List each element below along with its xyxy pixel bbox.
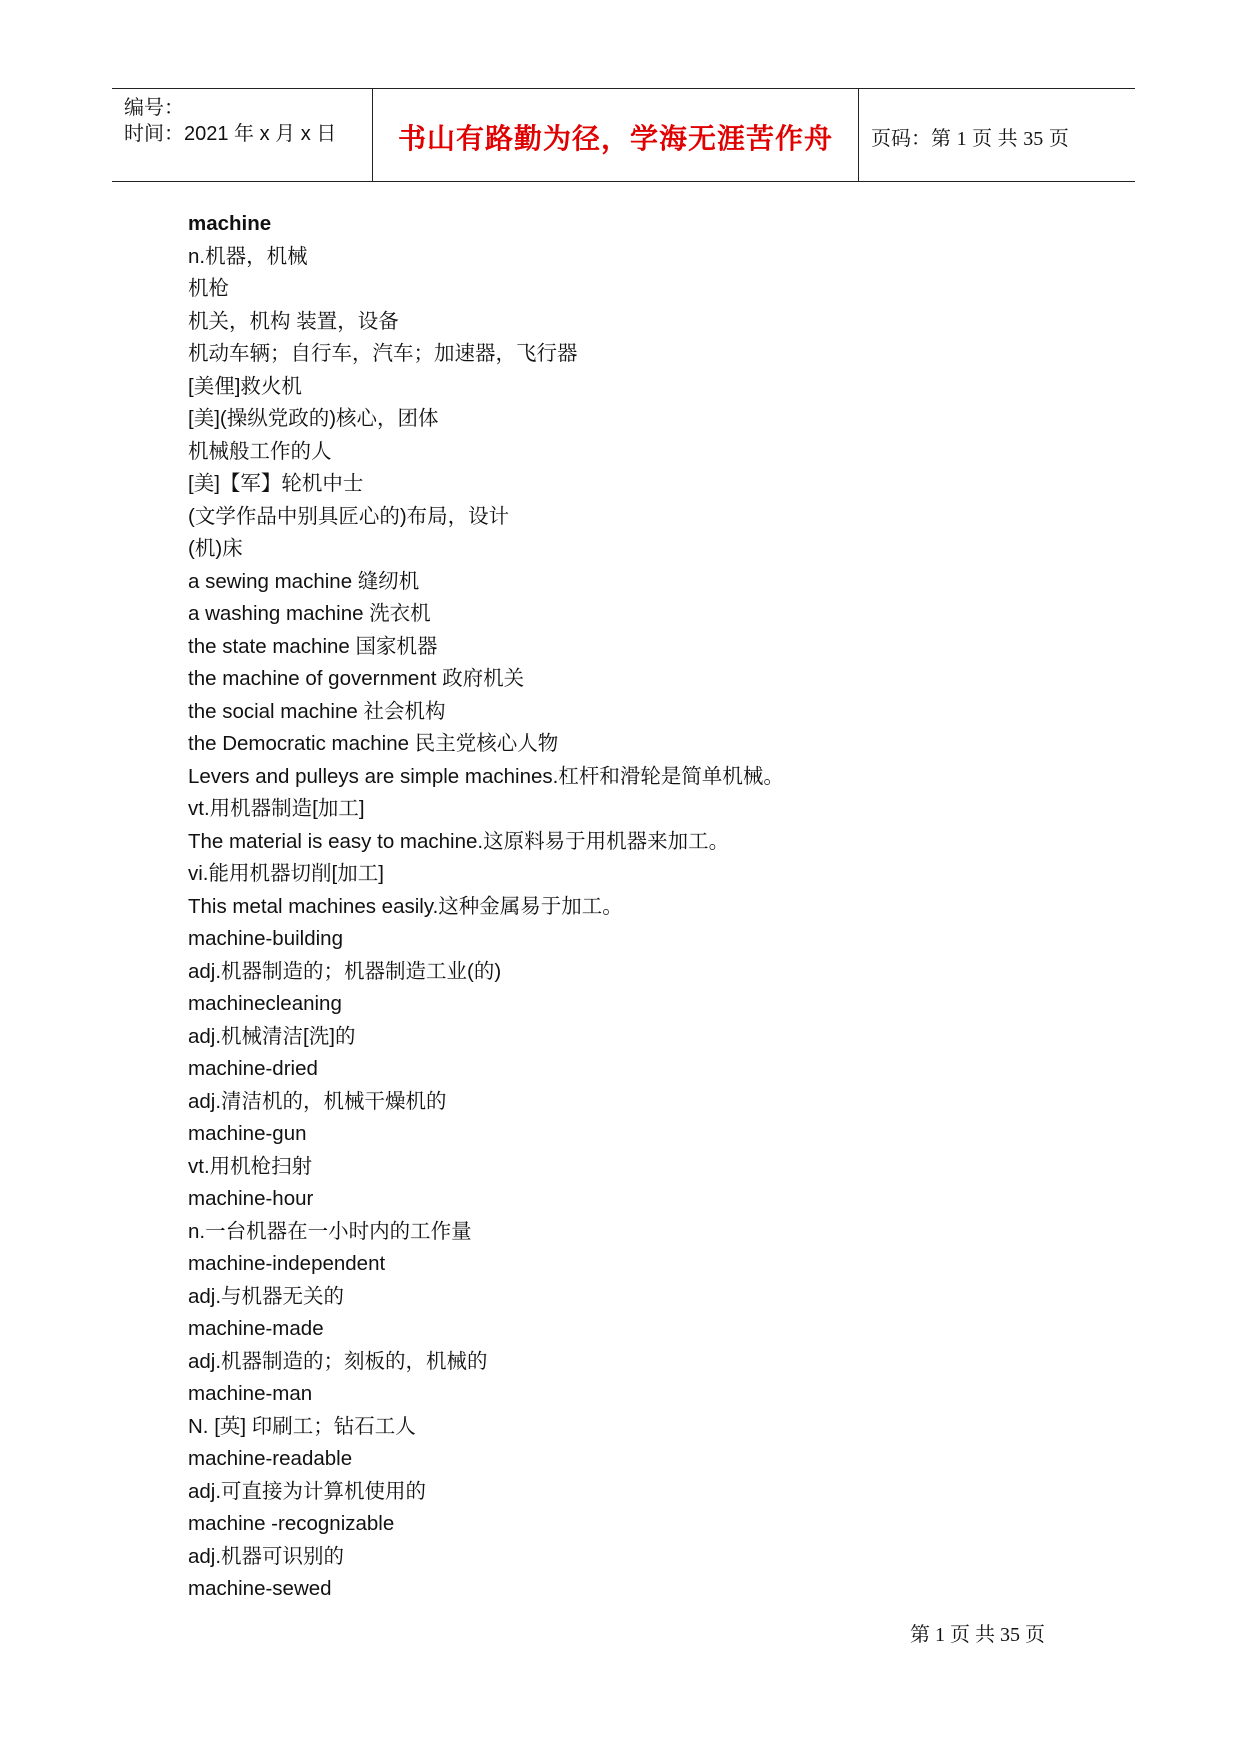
page-footer: 第 1 页 共 35 页 [910,1624,1045,1646]
entry-line: machinecleaning [188,992,342,1015]
entry-line: N. [英] 印刷工；钻石工人 [188,1414,416,1438]
entry-line: machine-readable [188,1447,353,1470]
page-label: 页码：第 [871,128,951,150]
entry-line: machine-dried [188,1057,318,1080]
entry-line: [美俚]救火机 [188,374,302,398]
motto-title: 书山有路勤为径，学海无涯苦作舟 [397,123,833,154]
page-header [112,88,1135,182]
entry-line: machine-hour [188,1187,314,1210]
entry-line: vt.用机枪扫射 [188,1154,313,1178]
entry-line: [美]【军】轮机中士 [188,472,364,495]
entry-line: adj.与机器无关的 [188,1284,345,1308]
entry-headword: machine [188,212,272,235]
page-total: 35 [1023,128,1044,150]
entry-line: machine-made [188,1317,324,1340]
page-mid-label: 页 共 [972,128,1018,150]
header-right-cell [859,89,1135,181]
number-label: 编号： [124,97,184,119]
header-left-cell [112,89,372,181]
entry-line: 机械般工作的人 [188,439,332,463]
entry-line: The material is easy to machine.这原料易于用机器来加工。 [188,829,730,853]
entry-line: 机关，机构 装置，设备 [188,309,399,333]
entry-line: adj.可直接为计算机使用的 [188,1479,427,1503]
entry-line: adj.机械清洁[洗]的 [188,1024,356,1048]
entry-line: machine -recognizable [188,1512,395,1535]
entry-line: Levers and pulleys are simple machines.杠杆和滑轮是简单机械。 [188,764,784,788]
entry-line: machine-sewed [188,1577,332,1600]
entry-line: machine-building [188,927,343,950]
entry-line: (文学作品中别具匠心的)布局，设计 [188,504,510,528]
time-label: 时间：2021 年 x 月 x 日 [124,123,337,145]
entry-line: machine-independent [188,1252,386,1275]
entry-line: (机)床 [188,537,243,560]
entry-line: a sewing machine 缝纫机 [188,569,420,593]
page-end-label: 页 [1048,128,1069,150]
entry-line: adj.机器可识别的 [188,1544,345,1568]
entry-line: n.机器，机械 [188,244,308,268]
page-current: 1 [956,128,967,150]
entry-line: the Democratic machine 民主党核心人物 [188,732,559,755]
entry-line: machine-man [188,1382,313,1405]
page-info [871,122,1069,151]
entry-line: the state machine 国家机器 [188,634,438,658]
entry-line: adj.机器制造的；机器制造工业(的) [188,959,502,983]
entry-line: a washing machine 洗衣机 [188,602,431,625]
entry-line: [美](操纵党政的)核心，团体 [188,407,439,430]
entry-line: the machine of government 政府机关 [188,667,525,690]
entry-line: machine-gun [188,1122,307,1145]
entry-line: 机动车辆；自行车，汽车；加速器，飞行器 [188,342,578,365]
entry-line: vi.能用机器切削[加工] [188,862,384,885]
entry-line: adj.机器制造的；刻板的，机械的 [188,1349,488,1373]
entry-line: the social machine 社会机构 [188,699,446,723]
entry-line: This metal machines easily.这种金属易于加工。 [188,894,623,918]
header-middle-cell [372,89,859,181]
entry-line: adj.清洁机的，机械干燥机的 [188,1089,447,1113]
entry-line: n.一台机器在一小时内的工作量 [188,1219,472,1243]
dictionary-content [188,208,1088,1606]
entry-line: vt.用机器制造[加工] [188,797,365,820]
entry-line: 机枪 [188,277,229,300]
